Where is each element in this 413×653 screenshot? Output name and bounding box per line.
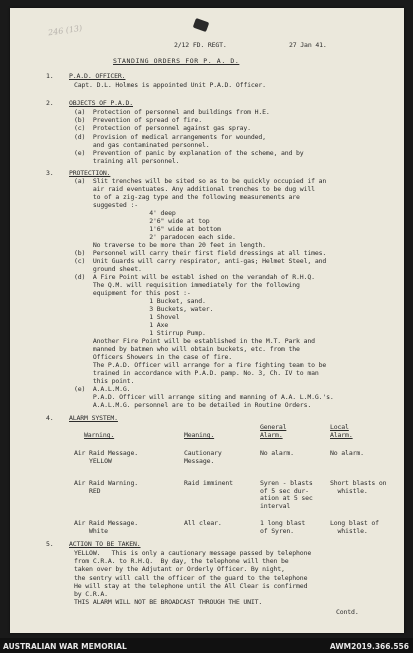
text-line: YELLOW. This is only a cautionary message passed by telephone [74,549,312,557]
alarm-table-cell: 1 long blast of Syren. [260,519,306,535]
section-3-heading: PROTECTION. [69,169,111,177]
text-line: by C.R.A. [74,590,108,598]
text-line: equipment for this post :- [74,289,191,297]
footer-bar [0,638,413,653]
text-line: taken over by the Adjutant or Orderly Officer. By night, [74,565,285,574]
text-line: Another Fire Point will be established in the M.T. Park and [74,337,315,345]
text-line: the sentry will call the officer of the guard to the telephone [74,573,308,582]
alarm-table [70,423,400,542]
text-line: and gas contaminated personnel. [74,140,210,149]
alarm-table-cell: All clear. [184,519,222,527]
section-4-heading: ALARM SYSTEM. [69,414,118,422]
text-line: (e) A.A.L.M.G. [74,385,131,393]
text-line: air raid eventuates. Any additional trenches to be dug will [74,185,315,193]
text-line: Officers Showers in the case of fire. [74,353,233,361]
archive-name: AUSTRALIAN WAR MEMORIAL [3,642,127,651]
text-line: ground sheet. [74,265,142,273]
alarm-table-cell: Short blasts on whistle. [330,479,387,495]
text-line: The P.A.D. Officer will arrange for a fire fighting team to be [74,361,327,369]
text-line: (c) Protection of personnel against gas spray. [74,124,251,133]
text-line: (d) Provision of medical arrangements for wounded, [74,132,266,141]
document-date: 27 Jan 41. [289,41,327,49]
section-3-number: 3. [46,169,54,177]
alarm-table-cell: Raid imminent [184,479,233,487]
alarm-column-header: Warning. [84,431,115,439]
unit-name: 2/12 FD. REGT. [174,41,227,49]
alarm-column-header: Local Alarm. [330,423,353,439]
text-line: A.A.L.M.G. personnel are to be detailed in Routine Orders. [74,401,312,409]
text-line: manned by batmen who will obtain buckets, etc. from the [74,345,300,353]
text-line: He will stay at the telephone until the All Clear is confirmed [74,581,308,590]
text-line: 3 Buckets, water. [74,305,214,313]
text-line: No traverse to be more than 20 feet in length. [74,241,266,249]
text-line: (b) Prevention of spread of fire. [74,116,202,125]
text-line: from C.R.A. to R.H.Q. By day, the telephone will then be [74,557,289,566]
pencil-annotation: 246 (13) [47,23,83,38]
text-line: 2' paradocen each side. [74,233,236,241]
document-page [10,8,404,633]
section-1-heading: P.A.D. OFFICER. [69,72,126,80]
alarm-table-cell: Syren - blasts of 5 sec dur- ation at 5 sec interval [260,479,313,510]
section-1-body: Capt. D.L. Holmes is appointed Unit P.A.D. Officer. [74,81,266,89]
text-line: training all personnel. [74,157,180,166]
alarm-table-cell: Air Raid Warning. RED [74,479,138,495]
text-line: THIS ALARM WILL NOT BE BROADCAST THROUGH THE UNIT. [74,598,263,607]
text-line: (a) Protection of personnel and buildings from H.E. [74,108,270,116]
text-line: 1'6" wide at bottom [74,225,221,233]
alarm-table-cell: No alarm. [330,449,364,457]
text-line: 1 Shovel [74,313,180,321]
archive-reference: AWM2019.366.556 [329,642,409,651]
alarm-table-cell: Long blast of whistle. [330,519,379,535]
text-line: (c) Unit Guards will carry respirator, anti-gas; Helmet Steel, and [74,257,327,265]
text-line: 4' deep [74,209,176,217]
section-5-heading: ACTION TO BE TAKEN. [69,540,141,548]
alarm-table-cell: Air Raid Message. White [74,519,138,535]
text-line: 1 Stirrup Pump. [74,329,206,337]
alarm-column-header: General Alarm. [260,423,287,439]
text-line: to of a zig-zag type and the following measurements are [74,193,300,201]
contd-note: Contd. [336,608,359,616]
section-1-number: 1. [46,72,54,80]
section-5-number: 5. [46,540,54,548]
text-line: 1 Bucket, sand. [74,297,206,305]
text-line: 1 Axe [74,321,169,329]
alarm-table-cell: No alarm. [260,449,294,457]
document-title: STANDING ORDERS FOR P. A. D. [113,57,240,65]
section-2-heading: OBJECTS OF P.A.D. [69,99,133,107]
text-line: (a) Slit trenches will be sited so as to be quickly occupied if an [74,177,327,185]
text-line: suggested :- [74,201,138,209]
text-line: The Q.M. will requisition immediately for the following [74,281,300,289]
text-line: trained in accordance with P.A.D. pamp. No. 3, Ch. IV to man [74,369,319,377]
alarm-table-cell: Air Raid Message. YELLOW [74,449,138,465]
ink-mark [193,18,210,32]
text-line: P.A.D. Officer will arrange siting and manning of A.A. L.M.G.'s. [74,393,334,401]
text-line: 2'6" wide at top [74,217,210,225]
text-line: (d) A Fire Point will be establ ished on the verandah of R.H.Q. [74,273,315,281]
alarm-column-header: Meaning. [184,431,215,439]
section-2-number: 2. [46,99,54,107]
text-line: (e) Prevention of panic by explanation of the scheme, and by [74,149,304,157]
alarm-table-cell: Cautionary Message. [184,449,222,465]
text-line: this point. [74,377,135,385]
text-line: (b) Personnel will carry their first field dressings at all times. [74,249,327,257]
section-4-number: 4. [46,414,54,422]
